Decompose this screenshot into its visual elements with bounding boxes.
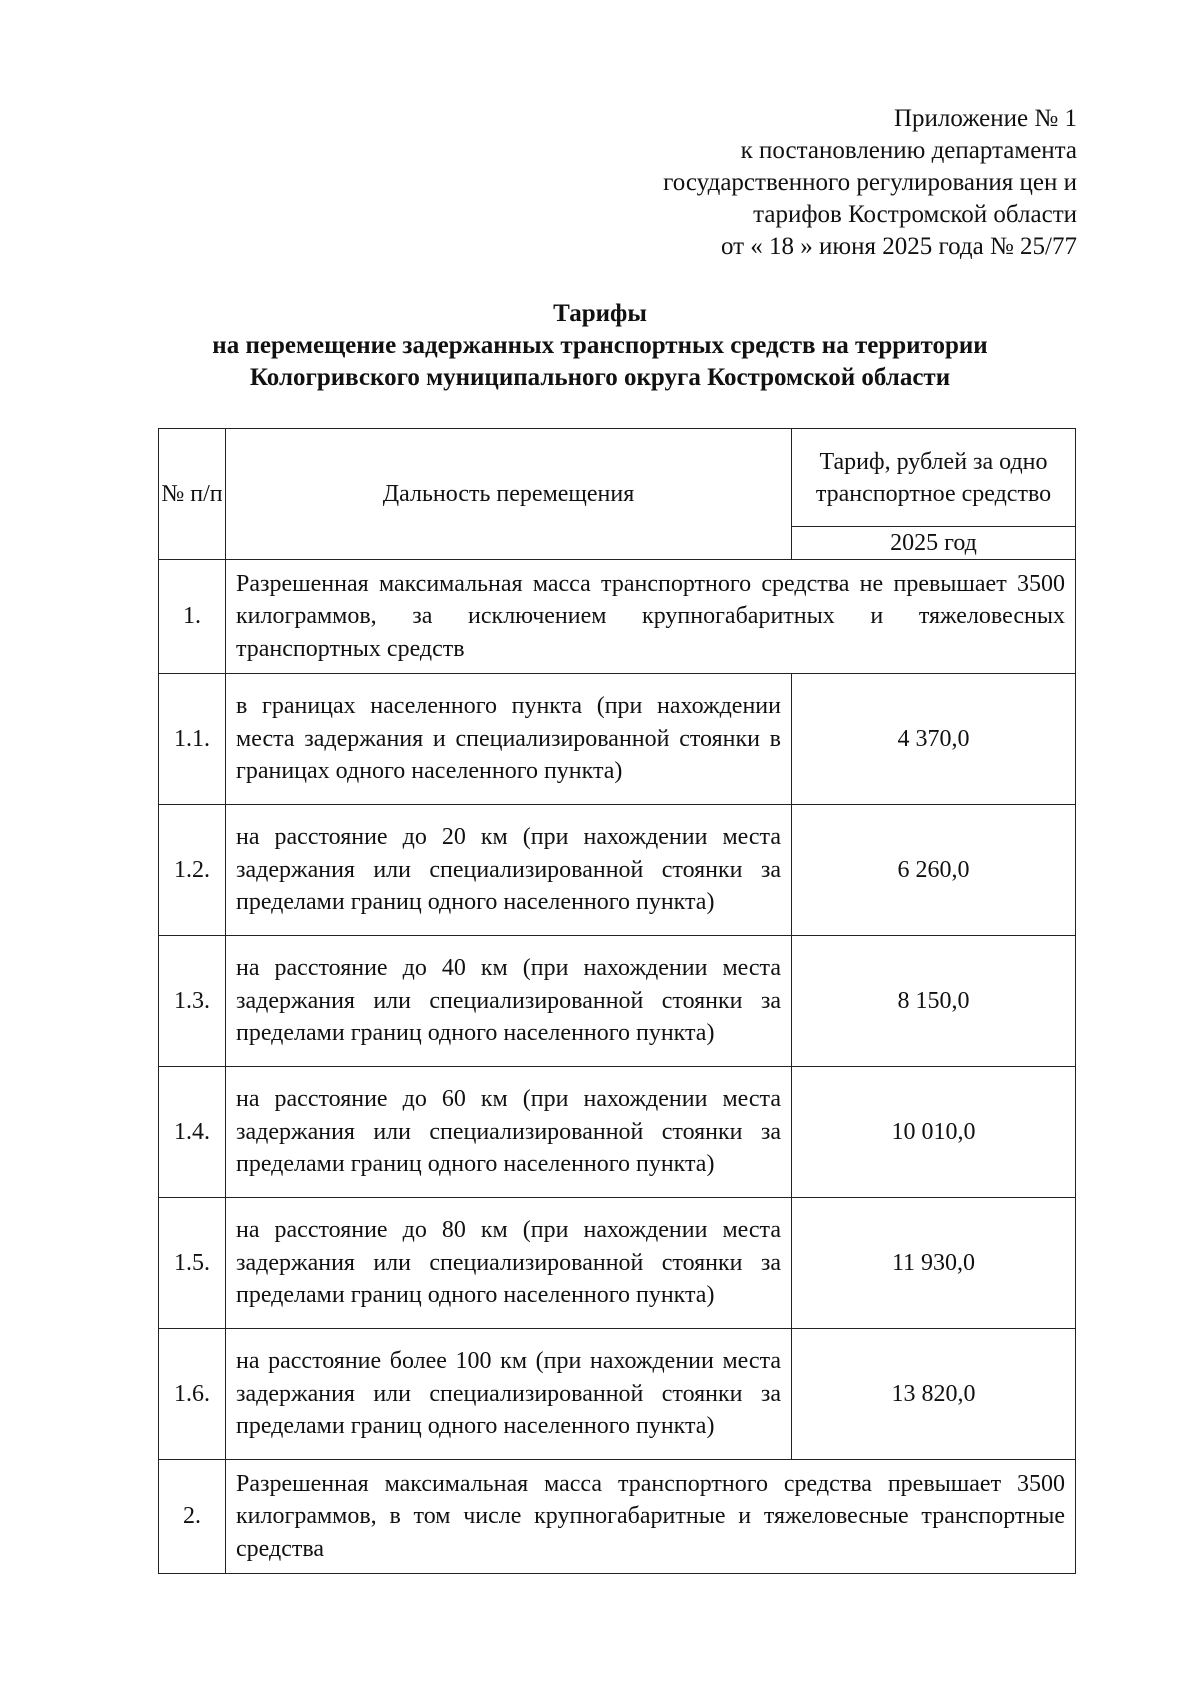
row-value: 13 820,0 [792,1329,1076,1460]
row-desc: на расстояние до 40 км (при нахождении места задержания или специализированной стоянки за пределами границ одного населенного пункта) [226,936,792,1067]
row-desc: в границах населенного пункта (при нахождении места задержания и специализированной стоянки в границах одного населенного пункта) [226,674,792,805]
row-num: 1.3. [159,936,226,1067]
table-row [159,1067,1076,1198]
row-num: 1.5. [159,1198,226,1329]
row-desc: на расстояние до 20 км (при нахождении места задержания или специализированной стоянки за пределами границ одного населенного пункта) [226,805,792,936]
document-title [0,298,1200,394]
title-line: Тарифы [553,300,647,327]
row-num: 1.1. [159,674,226,805]
attachment-line: к постановлению департамента [740,137,1077,164]
row-value: 6 260,0 [792,805,1076,936]
row-value: 8 150,0 [792,936,1076,1067]
attachment-line: Приложение № 1 [893,105,1077,132]
row-value: 4 370,0 [792,674,1076,805]
attachment-line: государственного регулирования цен и [663,169,1077,196]
title-line: Кологривского муниципального округа Костромской области [249,364,951,391]
group-title: Разрешенная максимальная масса транспортного средства превышает 3500 килограммов, в том числе крупногабаритные и тяжеловесные транспортные средства [226,1460,1076,1574]
attachment-line: тарифов Костромской области [753,201,1077,228]
tariff-table [158,428,1076,1574]
table-row [159,1198,1076,1329]
table-row [159,674,1076,805]
table-row [159,805,1076,936]
table-row [159,1329,1076,1460]
title-line: на перемещение задержанных транспортных средств на территории [212,332,988,359]
header-distance: Дальность перемещения [226,429,792,560]
table-header-row [159,429,1076,527]
group-num: 1. [159,560,226,674]
header-num: № п/п [159,429,226,560]
header-year: 2025 год [792,527,1076,560]
row-num: 1.6. [159,1329,226,1460]
row-desc: на расстояние до 60 км (при нахождении места задержания или специализированной стоянки за пределами границ одного населенного пункта) [226,1067,792,1198]
row-num: 1.2. [159,805,226,936]
header-tariff: Тариф, рублей за одно транспортное средство [792,429,1076,527]
attachment-header [663,103,1077,263]
table-group-row [159,560,1076,674]
row-num: 1.4. [159,1067,226,1198]
group-num: 2. [159,1460,226,1574]
group-title: Разрешенная максимальная масса транспортного средства не превышает 3500 килограммов, за исключением крупногабаритных и тяжеловесных транспортных средств [226,560,1076,674]
row-value: 10 010,0 [792,1067,1076,1198]
table-row [159,936,1076,1067]
row-desc: на расстояние более 100 км (при нахождении места задержания или специализированной стоянки за пределами границ одного населенного пункта) [226,1329,792,1460]
row-desc: на расстояние до 80 км (при нахождении места задержания или специализированной стоянки за пределами границ одного населенного пункта) [226,1198,792,1329]
row-value: 11 930,0 [792,1198,1076,1329]
table-group-row [159,1460,1076,1574]
attachment-line: от « 18 » июня 2025 года № 25/77 [720,233,1077,260]
